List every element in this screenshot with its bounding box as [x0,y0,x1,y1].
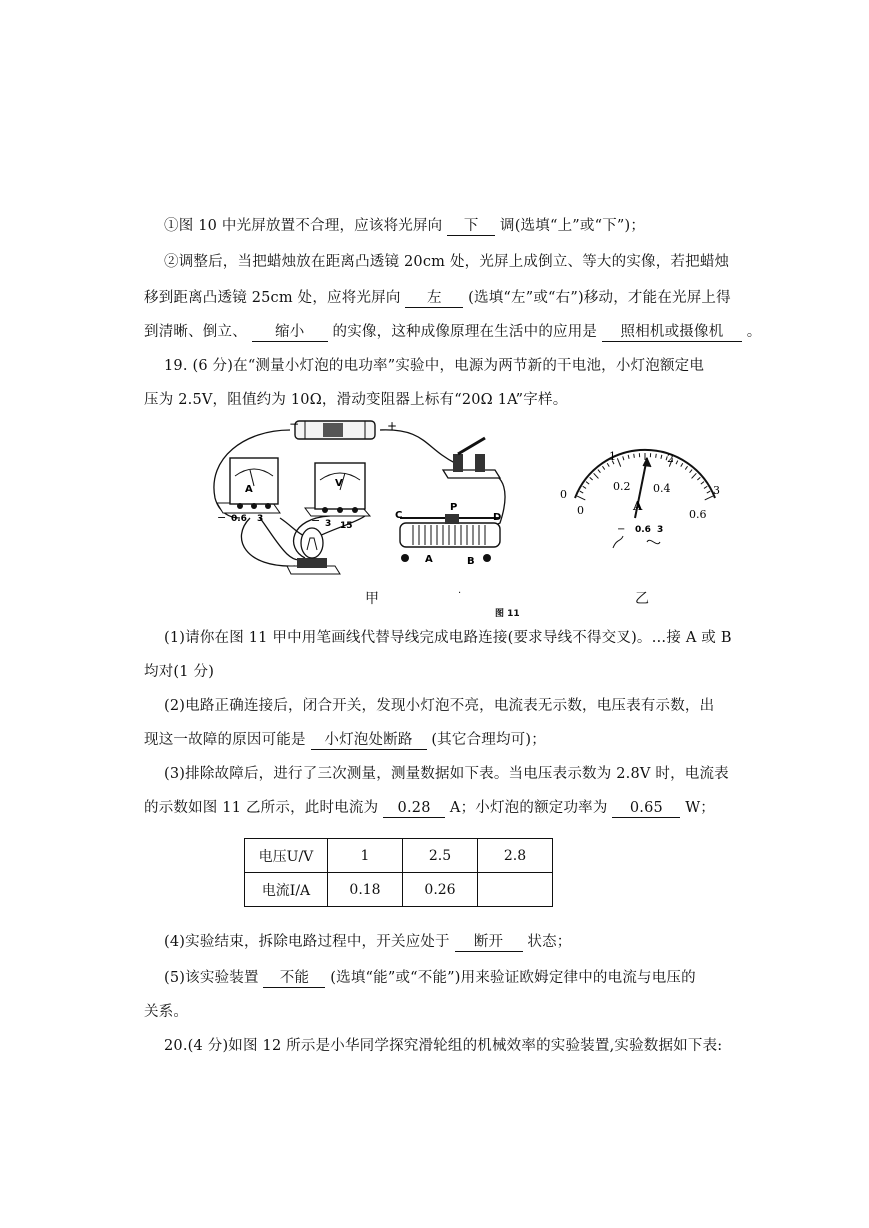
dial-tick [607,463,609,466]
dial-tick [586,482,589,484]
q19-intro-line2: 压为 2.5V，阻值约为 10Ω，滑动变阻器上标有“20Ω 1A”字样。 [144,392,568,408]
answer-blank: 0.28 [383,800,445,818]
figure-label-yi: 乙 [635,591,649,607]
figure-dot: · [458,588,462,599]
dial-tick [602,466,604,469]
dial-unit: A [633,499,643,513]
dial-tick [656,454,657,458]
table-cell: 2.5 [403,839,478,873]
dial-tick [617,458,620,466]
answer-blank: 缩小 [252,324,328,342]
dial-upper-2: 2 [667,452,674,465]
table-cell: 电流I/A [245,873,328,907]
dial-terminal-3: 3 [657,525,664,535]
dial-tick [676,461,678,465]
ammeter-06-label: 0.6 [231,514,247,524]
q19-p3-line2: 的示数如图 11 乙所示，此时电流为 0.28 A；小灯泡的额定功率为 0.65 W； [144,800,716,816]
circuit-diagram [205,418,745,623]
battery-icon [295,421,375,439]
dial-tick [661,455,662,459]
ammeter-3-label: 3 [257,514,264,524]
dial-tick [634,454,635,458]
dial-tick [681,463,683,466]
rheostat-p-label: P [450,502,458,513]
dial-upper-0: 0 [560,488,567,501]
dial-terminal-06: 0.6 [635,525,651,535]
rheostat-b-label: B [467,556,475,567]
voltmeter-icon [305,463,370,516]
voltmeter-label: V [335,478,343,489]
rheostat-a-label: A [425,554,433,565]
voltmeter-3-label: 3 [325,519,332,529]
dial-wire [647,540,660,543]
q19-intro-line1: 19. (6 分)在“测量小灯泡的电功率”实验中，电源为两节新的干电池，小灯泡额定电 [164,358,705,374]
dial-tick [594,473,599,478]
dial-terminal-neg: − [617,524,626,535]
table-cell: 2.8 [478,839,553,873]
dial-tick [697,477,700,480]
switch-icon [443,438,500,478]
dial-tick [628,455,629,459]
dial-tick [583,486,586,488]
rheostat-icon [400,514,500,562]
answer-blank: 断开 [455,934,523,952]
answer-blank: 照相机或摄像机 [602,324,742,342]
q19-p2-line2: 现这一故障的原因可能是 小灯泡处断路 (其它合理均可)； [144,732,546,748]
answer-blank: 0.65 [612,800,680,818]
figure-caption: 图 11 [495,609,520,619]
q19-p1-line1: (1)请你在图 11 甲中用笔画线代替导线完成电路连接(要求导线不得交叉)。…接 A 或 B [164,630,732,646]
voltmeter-neg-label: − [311,514,321,527]
q18-part2-line3: 到清晰、倒立、 缩小 的实像，这种成像原理在生活中的应用是 照相机或摄像机 。 [144,324,762,340]
battery-minus-label: − [289,418,300,431]
dial-tick [705,496,713,500]
dial-lower-06: 0.6 [689,508,707,521]
q19-p5-line2: 关系。 [144,1004,189,1020]
wire [241,518,295,566]
dial-tick [590,477,593,480]
dial-wire [613,536,623,548]
dial-tick [704,486,707,488]
table-row [245,873,553,907]
q18-part1: ①图 10 中光屏放置不合理，应该将光屏向 下 调(选填“上”或“下”)； [164,218,646,234]
table-cell [478,873,553,907]
q18-part2-line2: 移到距离凸透镜 25cm 处，应将光屏向 左 (选填“左”或“右”)移动，才能在光屏上得 [144,290,731,306]
q18-part2-line1: ②调整后，当把蜡烛放在距离凸透镜 20cm 处，光屏上成倒立、等大的实像，若把蜡烛 [164,254,730,270]
dial-upper-1: 1 [609,450,616,463]
dial-tick [598,470,601,473]
voltmeter-15-label: 15 [340,521,353,531]
answer-blank: 不能 [263,970,325,988]
dial-upper-3: 3 [713,484,720,497]
table-cell: 0.26 [403,873,478,907]
dial-tick [577,496,585,500]
dial-tick [685,466,687,469]
ammeter-neg-label: − [217,511,227,524]
battery-plus-label: + [387,419,398,433]
table-cell: 1 [328,839,403,873]
answer-blank: 左 [405,290,463,308]
rheostat-d-label: D [493,512,502,523]
figure-label-jia: 甲 [365,591,379,607]
q19-p3-line1: (3)排除故障后，进行了三次测量，测量数据如下表。当电压表示数为 2.8V 时，电流表 [164,766,729,782]
q19-p5-line1: (5)该实验装置 不能 (选填“能”或“不能”)用来验证欧姆定律中的电流与电压的 [164,970,696,986]
dial-tick [692,473,697,478]
table-cell: 0.18 [328,873,403,907]
answer-blank: 小灯泡处断路 [311,732,427,750]
dial-tick [623,456,624,460]
wire [380,430,455,463]
dial-lower-0: 0 [577,504,584,517]
answer-blank: 下 [447,218,495,236]
q20-intro: 20.(4 分)如图 12 所示是小华同学探究滑轮组的机械效率的实验装置,实验数据如下表: [164,1038,723,1054]
table-cell: 电压U/V [245,839,328,873]
data-table [244,838,553,907]
figure-11 [205,418,745,623]
q19-p2-line1: (2)电路正确连接后，闭合开关，发现小灯泡不亮，电流表无示数，电压表有示数，出 [164,698,715,714]
dial-tick [580,491,583,493]
ammeter-label: A [245,484,253,495]
dial-tick [701,482,704,484]
dial-lower-04: 0.4 [653,482,671,495]
dial-lower-02: 0.2 [613,480,631,493]
q19-p1-line2: 均对(1 分) [144,664,215,680]
rheostat-c-label: C [395,510,403,521]
table-row [245,839,553,873]
dial-tick [707,491,710,493]
q19-p4: (4)实验结束，拆除电路过程中，开关应处于 断开 状态； [164,934,572,950]
dial-tick [690,470,693,473]
